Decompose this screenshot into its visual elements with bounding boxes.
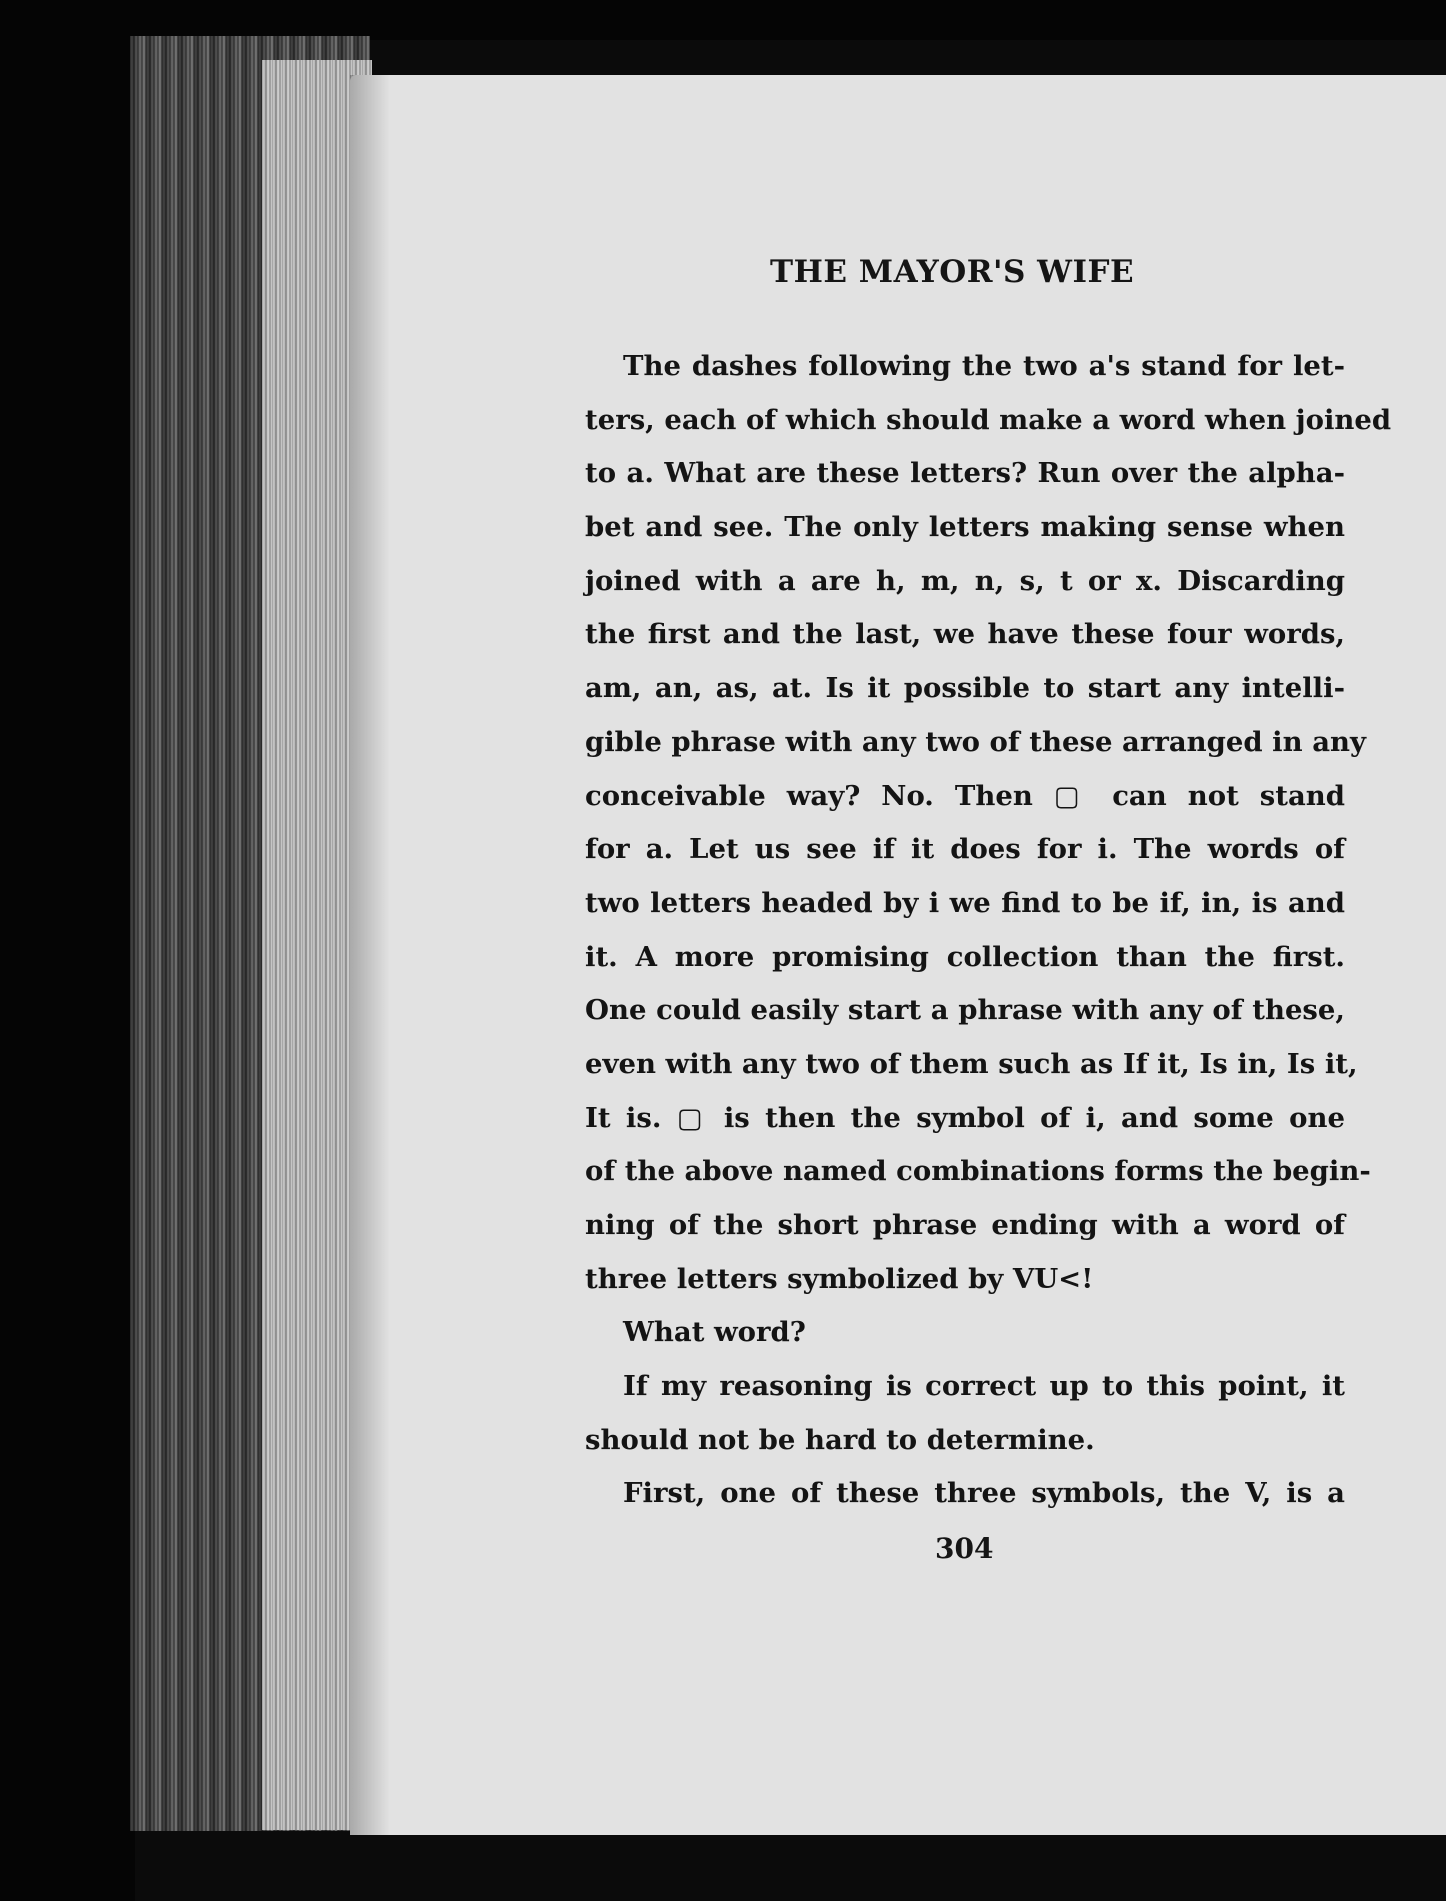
body-text bbox=[585, 340, 1392, 1521]
running-head: THE MAYOR'S WIFE bbox=[770, 254, 1135, 290]
text-line: the first and the last, we have these four words, bbox=[585, 618, 1345, 651]
scan-background-left bbox=[0, 0, 135, 1901]
text-line: it. A more promising collection than the first. bbox=[585, 940, 1345, 973]
text-line: two letters headed by i we find to be if, in, is and bbox=[585, 886, 1345, 919]
page-number: 304 bbox=[935, 1532, 994, 1565]
text-line: should not be hard to determine. bbox=[585, 1423, 1095, 1456]
text-line: bet and see. The only letters making sense when bbox=[585, 511, 1345, 544]
page-shadow bbox=[350, 75, 390, 1835]
text-line: even with any two of them such as If it, Is in, Is it, bbox=[585, 1047, 1358, 1080]
text-line: ning of the short phrase ending with a word of bbox=[585, 1209, 1345, 1241]
text-line: What word? bbox=[623, 1316, 806, 1349]
scan-background-top bbox=[0, 0, 1446, 40]
text-line: of the above named combinations forms the begin- bbox=[585, 1155, 1371, 1188]
text-line: It is. ▢ is then the symbol of i, and some one bbox=[585, 1101, 1345, 1134]
text-line: am, an, as, at. Is it possible to start any intelli- bbox=[585, 672, 1345, 705]
text-line: for a. Let us see if it does for i. The words of bbox=[585, 833, 1345, 866]
text-line: joined with a are h, m, n, s, t or x. Discarding bbox=[585, 564, 1345, 597]
text-line: First, one of these three symbols, the V, is a bbox=[623, 1477, 1345, 1510]
text-line: If my reasoning is correct up to this point, it bbox=[623, 1370, 1345, 1403]
text-line: to a. What are these letters? Run over the alpha- bbox=[585, 457, 1345, 490]
text-line: three letters symbolized by VU<! bbox=[585, 1262, 1094, 1295]
text-line: One could easily start a phrase with any of these, bbox=[585, 994, 1345, 1027]
text-line: ters, each of which should make a word when joined bbox=[585, 403, 1392, 436]
text-line: gible phrase with any two of these arranged in any bbox=[585, 725, 1366, 758]
text-line: conceivable way? No. Then ▢ can not stand bbox=[585, 779, 1345, 812]
text-line: The dashes following the two a's stand for let- bbox=[623, 350, 1345, 382]
